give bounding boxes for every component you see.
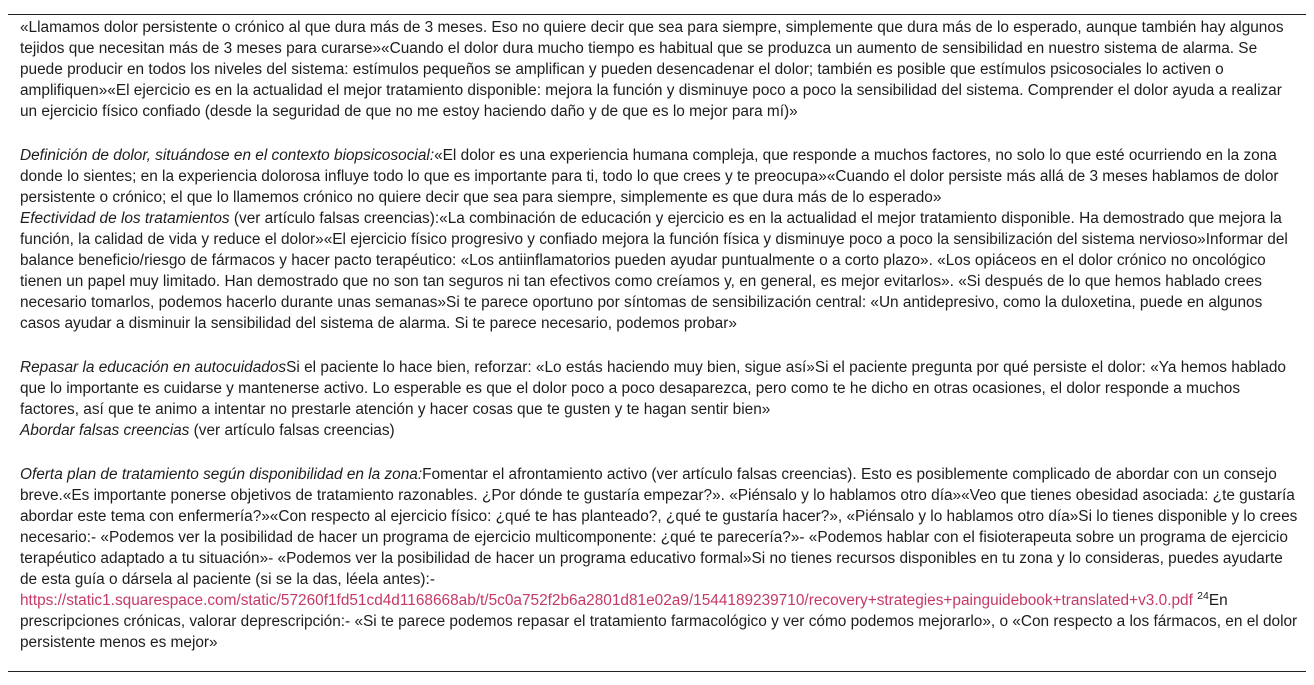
top-rule (8, 14, 1306, 15)
paragraph (20, 17, 1298, 122)
paragraph (20, 420, 1298, 441)
italic-heading: Efectividad de los tratamientos (20, 210, 230, 227)
italic-heading: Abordar falsas creencias (20, 422, 190, 439)
document-content (20, 17, 1298, 653)
footnote-reference: 24 (1197, 590, 1209, 602)
italic-heading: Repasar la educación en autocuidados (20, 359, 287, 376)
italic-heading: Definición de dolor, situándose en el contexto biopsicosocial: (20, 147, 435, 164)
text-run: (ver artículo falsas creencias) (189, 422, 395, 439)
italic-heading: Oferta plan de tratamiento según disponibilidad en la zona: (20, 466, 423, 483)
text-run: Si el paciente lo hace bien, reforzar: «Lo estás haciendo muy bien, sigue así»Si el paciente pregunta por qué persiste el dolor: «Ya hemos hablado que lo importante es cuidarse y mantenerse activo. Lo esperable es que el dolor poco a poco desaparezca, pero como te he dicho en otras ocasiones, el dolor responde a muchos factores, así que te animo a intentar no prestarle atención y hacer cosas que te gusten y te hagan sentir bien» (20, 359, 1286, 418)
text-run: «El dolor es una experiencia humana compleja, que responde a muchos factores, no solo lo que esté ocurriendo en la zona donde lo sientes; en la experiencia dolorosa influye todo lo que es importante para ti, todo lo que crees y te preocupa»«Cuando el dolor persiste más allá de 3 meses hablamos de dolor persistente o crónico; el que lo llamemos crónico no quiere decir que sea para siempre, simplemente es que dura más de lo esperado» (20, 147, 1279, 206)
paragraph (20, 208, 1298, 334)
paragraph (20, 464, 1298, 653)
paragraph (20, 145, 1298, 208)
paragraph (20, 357, 1298, 420)
bottom-rule (8, 671, 1306, 672)
text-run: «Llamamos dolor persistente o crónico al que dura más de 3 meses. Eso no quiere decir que sea para siempre, simplemente que dura más de lo esperado, aunque también hay algunos tejidos que necesitan más de 3 meses para curarse»«Cuando el dolor dura mucho tiempo es habitual que se produzca un aumento de sensibilidad en nuestro sistema de alarma. Se puede producir en todos los niveles del sistema: estímulos pequeños se amplifican y pueden desencadenar el dolor; también es posible que estímulos psicosociales lo activen o amplifiquen»«El ejercicio es en la actualidad el mejor tratamiento disponible: mejora la función y disminuye poco a poco la sensibilidad del sistema. Comprender el dolor ayuda a realizar un ejercicio físico confiado (desde la seguridad de que no me estoy haciendo daño y de que es lo mejor para mí)» (20, 19, 1284, 120)
pdf-guide-link[interactable]: https://static1.squarespace.com/static/57260f1fd51cd4d1168668ab/t/5c0a752f2b6a2801d81e02a9/1544189239710/recovery+strategies+painguidebook+translated+v3.0.pdf (20, 592, 1193, 609)
text-run: En prescripciones crónicas, valorar deprescripción:- «Si te parece podemos repasar el tratamiento farmacológico y ver cómo podemos mejorarlo», o «Con respecto a los fármacos, en el dolor persistente menos es mejor» (20, 592, 1298, 651)
text-run: (ver artículo falsas creencias):«La combinación de educación y ejercicio es en la actualidad el mejor tratamiento disponible. Ha demostrado que mejora la función, la calidad de vida y reduce el dolor»«El ejercicio físico progresivo y confiado mejora la función física y disminuye poco a poco la sensibilización del sistema nervioso»Informar del balance beneficio/riesgo de fármacos y hacer pacto terapéutico: «Los antiinflamatorios pueden ayudar puntualmente o a corto plazo». «Los opiáceos en el dolor crónico no oncológico tienen un papel muy limitado. Han demostrado que no son tan seguros ni tan efectivos como creíamos y, en general, es mejor evitarlos». «Si después de lo que hemos hablado crees necesario tomarlos, podemos hacerlo durante unas semanas»Si te parece oportuno por síntomas de sensibilización central: «Un antidepresivo, como la duloxetina, puede en algunos casos ayudar a disminuir la sensibilidad del sistema de alarma. Si te parece necesario, podemos probar» (20, 210, 1288, 332)
text-run: Fomentar el afrontamiento activo (ver artículo falsas creencias). Esto es posiblemente complicado de abordar con un consejo breve.«Es importante ponerse objetivos de tratamiento razonables. ¿Por dónde te gustaría empezar?». «Piénsalo y lo hablamos otro día»«Veo que tienes obesidad asociada: ¿te gustaría abordar este tema con enfermería?»«Con respecto al ejercicio físico: ¿qué te has planteado?, ¿qué te gustaría hacer?», «Piénsalo y lo hablamos otro día»Si lo tienes disponible y lo crees necesario:- «Podemos ver la posibilidad de hacer un programa de ejercicio multicomponente: ¿qué te parecería?»- «Podemos hablar con el fisioterapeuta sobre un programa de ejercicio terapéutico adaptado a tu situación»- «Podemos ver la posibilidad de hacer un programa educativo formal»Si no tienes recursos disponibles en tu zona y lo consideras, puedes ayudarte de esta guía o dársela al paciente (si se la das, léela antes):- (20, 466, 1298, 588)
